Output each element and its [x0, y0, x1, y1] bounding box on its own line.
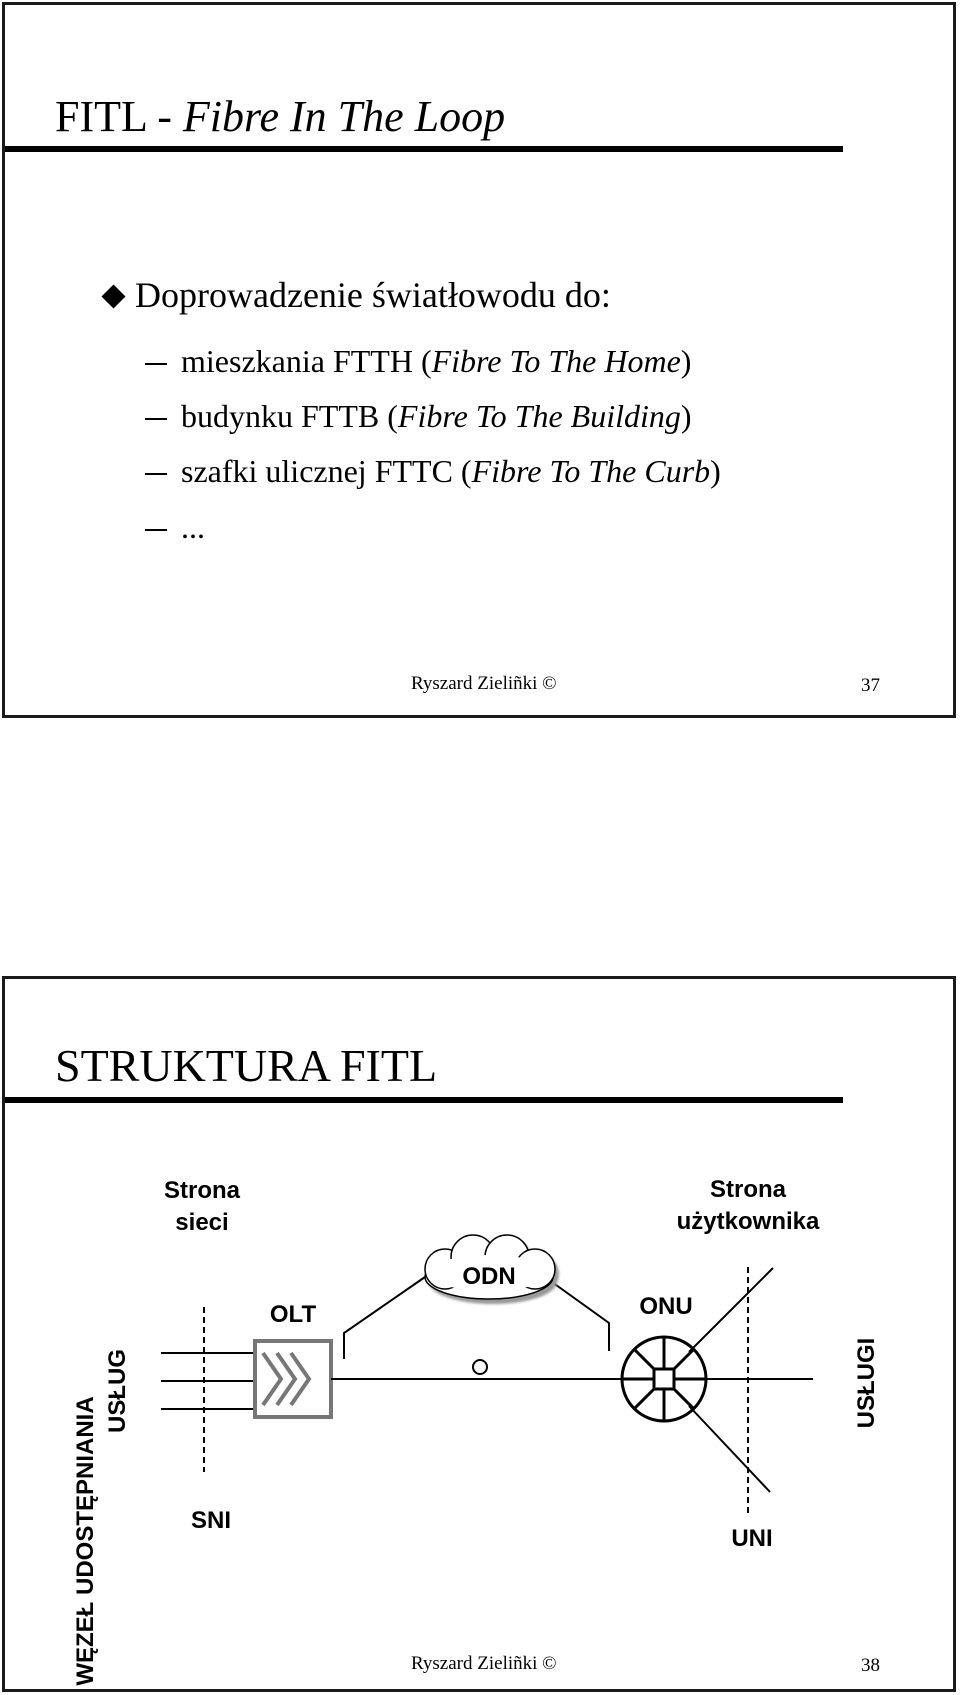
dash-icon	[145, 529, 167, 531]
page-number: 37	[861, 675, 880, 696]
sub-item-text: szafki ulicznej FTTC (	[181, 453, 472, 489]
footer-author: Ryszard Zieliñki ©	[411, 673, 557, 694]
sub-item-close: )	[680, 398, 692, 434]
odn-bracket-left	[344, 1277, 425, 1359]
title-italic: Fibre In The Loop	[182, 92, 506, 141]
uni-label: UNI	[731, 1525, 773, 1552]
network-side-label-2: sieci	[175, 1209, 229, 1236]
diamond-bullet-icon	[101, 284, 125, 308]
slide-title: STRUKTURA FITL	[55, 1040, 438, 1091]
right-vertical-label: USŁUGI	[853, 1337, 880, 1429]
bullet-text: Doprowadzenie światłowodu do:	[135, 275, 611, 315]
user-drop-line	[689, 1406, 770, 1492]
title-main: FITL -	[55, 92, 183, 141]
onu-label: ONU	[639, 1293, 693, 1320]
sub-item-text: ...	[181, 509, 205, 545]
user-side-label-2: użytkownika	[676, 1208, 820, 1235]
title-underline	[5, 146, 843, 152]
dash-icon	[145, 363, 167, 365]
slide-title	[55, 91, 505, 142]
slide-38	[2, 976, 956, 1692]
odn-bracket-right	[545, 1277, 609, 1351]
onu-node-icon	[622, 1337, 706, 1421]
sub-item-italic: Fibre To The Curb	[471, 453, 711, 489]
odn-label: ODN	[462, 1263, 516, 1290]
sub-item-text: budynku FTTB (	[181, 398, 398, 434]
left-vertical-label: WĘZEŁ UDOSTĘPNIANIA	[72, 1396, 99, 1686]
olt-label: OLT	[269, 1301, 317, 1328]
sub-item-italic: Fibre To The Home	[431, 343, 681, 379]
user-drop-line	[689, 1268, 773, 1352]
sub-item-italic: Fibre To The Building	[397, 398, 681, 434]
sub-item-close: )	[710, 453, 721, 489]
sub-item-text: mieszkania FTTH (	[181, 343, 432, 379]
network-side-label: Strona	[163, 1177, 241, 1204]
slide-37	[2, 2, 956, 718]
splitter-node	[473, 1360, 487, 1374]
sni-label: SNI	[190, 1507, 232, 1534]
dash-icon	[145, 473, 167, 475]
dash-icon	[145, 418, 167, 420]
fitl-diagram	[5, 1097, 959, 1687]
sub-item-close: )	[680, 343, 692, 379]
user-side-label: Strona	[709, 1176, 787, 1203]
left-vertical-label-2: USŁUG	[104, 1349, 131, 1433]
footer-author: Ryszard Zieliñki ©	[411, 1653, 557, 1674]
page-number: 38	[861, 1655, 880, 1676]
